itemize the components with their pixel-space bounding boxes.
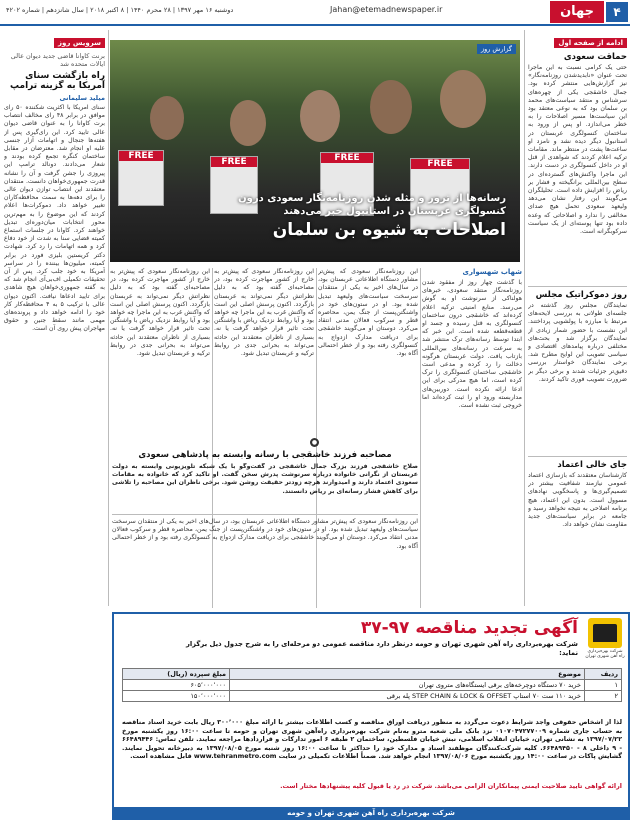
interview-lead: صلاح خاشقجی فرزند بزرگ جمال خاشقجی در گفت‌وگو با یک شبکه تلویزیونی وابسته به دولت عربستان از نگرانی خانواده درباره سرنوشت پدرش سخن گفت. او تاکید کرد که خانواده به مقامات سعودی اعتماد دارند و امیدوارند هرچه زودتر حقیقت روشن شود. برخی ناظران این مصاحبه را تلاشی برای کاهش فشار رسانه‌ای بر ریاض دانستند. [112,463,418,495]
protest-sign: FREE [320,152,374,216]
page-number: ۴ [606,2,628,22]
section-label: سرویس روز [54,38,105,48]
headline-kavanaugh: راه بازگشت سنای آمریکا به گزینه ترامپ [10,71,105,91]
col-row: ردیف [585,669,622,680]
photo-caption-headline: اصلاحات به شیوه بن سلمان [272,220,506,240]
protest-sign: FREE [118,150,164,206]
page-header [0,0,630,26]
person-figure [230,100,266,146]
logo-caption: شرکت بهره‌برداری راه آهن شهری تهران [585,649,625,659]
tender-advertisement [112,612,630,820]
article-body: با گذشت چهار روز از مفقود شدن روزنامه‌نگار منتقد سعودی، خبرهای هولناکی از سرنوشت او به گوش می‌رسد. منابع امنیتی ترکیه اعلام کرده‌اند که خاشقجی درون ساختمان کنسولگری به قتل رسیده و جسد او قطعه‌قطعه شده است. این خبر که ابتدا توسط رسانه‌های ترک منتشر شد به سرعت در رسانه‌های بین‌المللی بازتاب یافت. دولت عربستان هرگونه دخالت را رد کرده و مدعی است خاشقجی ساختمان کنسولگری را ترک کرده است، اما هیچ مدرکی برای این ادعا ارائه نکرده است. دوربین‌های مداربسته ورود او را ثبت کرده‌اند اما خروجی ثبت نشده است. [422,279,522,410]
kicker: برنت کاوانا قاضی جدید دیوان عالی ایالات متحده شد [10,52,105,68]
interview-box [112,450,418,606]
tender-table [122,668,622,702]
bullet-icon: ● [311,439,318,446]
column-divider [524,30,525,606]
headline-saudi: حماقت سعودی [563,52,627,62]
ad-intro: شرکت بهره‌برداری راه آهن شهری تهران و حومه درنظر دارد مناقصه عمومی دو مرحله‌ای را به شرح جدول ذیل برگزار نماید: [185,640,578,657]
col-deposit: مبلغ سپرده (ریال) [123,669,230,680]
metro-logo-icon [588,618,622,648]
person-figure [370,80,412,134]
left-column [4,30,105,608]
middle-column-3 [214,268,314,424]
middle-column-1 [422,268,522,608]
author: میلید سلیمانی [59,94,105,102]
col-subject: موضوع [230,669,585,680]
article-body: این روزنامه‌نگار سعودی که پیش‌تر مشاور دستگاه اطلاعاتی عربستان بود، در سال‌های اخیر به یکی از منتقدان سرسخت سیاست‌های ولیعهد تبدیل شده بود. او در ستون‌های خود در واشنگتن‌پست از جنگ یمن، محاصره قطر و سرکوب فعالان مدنی انتقاد می‌کرد. دوستان او می‌گویند خاشقجی برای دریافت مدارک ازدواج به کنسولگری رفته بود و از خطر احتمالی آگاه بود. [112,518,418,550]
headline-trust: جای خالی اعتماد [528,456,627,470]
person-figure [150,96,184,140]
section-email[interactable]: Jahan@etemadnewspaper.ir [330,5,443,14]
article-body: این روزنامه‌نگار سعودی که پیش‌تر مشاور دستگاه اطلاعاتی عربستان بود، در سال‌های اخیر به یکی از منتقدان سرسخت سیاست‌های ولیعهد تبدیل شده بود. او در ستون‌های خود در واشنگتن‌پست از جنگ یمن، محاصره قطر و سرکوب فعالان مدنی انتقاد می‌کرد. دوستان او می‌گویند خاشقجی برای دریافت مدارک ازدواج به کنسولگری رفته بود و از خطر احتمالی آگاه بود. [318,268,418,358]
interview-headline: مصاحبه فرزند خاشقجی با رسانه وابسته به پادشاهی سعودی [138,450,392,460]
photo-caption-kicker: رسانه‌ها از ترور و مثله شدن روزنامه‌نگار سعودی درون کنسولگری عربستان در استانبول خبر می‌دهند [238,193,506,217]
article-body: این روزنامه‌نگار سعودی که پیش‌تر به خارج از کشور مهاجرت کرده بود، در مصاحبه‌ای گفته بود که به دلیل نظراتش دیگر نمی‌تواند به عربستان بازگردد. اکنون پرسش اصلی این است که واکنش غرب به این ماجرا چه خواهد بود و آیا روابط نزدیک ریاض با واشنگتن تحت تاثیر قرار خواهد گرفت یا نه. بسیاری از ناظران معتقدند این حادثه می‌تواند به بحرانی جدی در روابط ترکیه و عربستان تبدیل شود. [110,268,210,358]
table-row: ۲ خرید ۱۱۰ ست ۷۰ استاپ STEP CHAIN & LOCK & OFFSET پله برقی ۱۵۰٬۰۰۰٬۰۰۰ [123,691,622,702]
photo-label: گزارش روز [477,44,516,54]
article-body: این روزنامه‌نگار سعودی که پیش‌تر به خارج از کشور مهاجرت کرده بود، در مصاحبه‌ای گفته بود که به دلیل نظراتش دیگر نمی‌تواند به عربستان بازگردد. اکنون پرسش اصلی این است که واکنش غرب به این ماجرا چه خواهد بود و آیا روابط نزدیک ریاض با واشنگتن تحت تاثیر قرار خواهد گرفت یا نه. بسیاری از ناظران معتقدند این حادثه می‌تواند به بحرانی جدی در روابط ترکیه و عربستان تبدیل شود. [214,268,314,358]
middle-column-4 [110,268,210,424]
column-divider [420,268,421,608]
table-row: ۱ خرید ۷۰ دستگاه دوچرخه‌های برقی ایستگاه‌های متروی تهران ۶۰۵٬۰۰۰٬۰۰۰ [123,680,622,691]
ad-note: ارائه گواهی تایید صلاحیت ایمنی پیمانکاران الزامی می‌باشد. شرکت در رد یا قبول کلیه پیشنهادها مختار است. [280,782,622,790]
dateline: دوشنبه ۱۶ مهر ۱۳۹۷ | ۲۸ محرم ۱۴۴۰ | ۸ اکتبر ۲۰۱۸ | سال شانزدهم | شماره ۴۲۰۲ [6,6,234,14]
protest-sign: FREE [410,158,470,230]
article-body: نمایندگان مجلس روز گذشته در جلسه‌ای طولانی به بررسی لایحه‌های مرتبط با مبارزه با پولشویی پرداختند. این نشست با حضور شمار زیادی از نمایندگان برگزار شد و بحث‌های مختلفی درباره پیامدهای اقتصادی و سیاسی تصویب این لوایح مطرح شد. برخی نمایندگان خواستار بررسی دقیق‌تر جزئیات شدند و برخی دیگر بر ضرورت تصویب فوری تاکید کردند. [528,302,627,383]
article-body: کارشناسان معتقدند که بازسازی اعتماد عمومی نیازمند شفافیت بیشتر در تصمیم‌گیری‌ها و پاسخگویی نهادهای مسوول است. بدون این اعتماد، هیچ برنامه اصلاحی به نتیجه نخواهد رسید و جامعه در برابر سیاست‌های جدید مقاومت نشان خواهد داد. [528,472,627,529]
ad-footer: شرکت بهره‌برداری راه آهن شهری تهران و حومه [114,807,628,820]
column-divider [108,30,109,606]
section-title: جهان [550,1,604,23]
article-body: حتی یک کرامی نسبت به این ماجرا تحت عنوان «نابدیدشدن روزنامه‌نگار» نیز گزارش‌هایی منتشر کرده بود. جمال خاشقجی یکی از چهره‌های سرشناس و منتقد سیاست‌های محمد بن سلمان بود که به نوعی معتقد بود این سیاست‌ها مسیر اصلاحات را به خطر می‌اندازد. او پس از ورود به ساختمان کنسولگری عربستان در استانبول دیگر دیده نشد و نامزد او ساعت‌ها پشت در منتظر ماند. مقامات ترکیه اعلام کردند که شواهدی از قتل او در داخل کنسولگری در دست دارند. این ماجرا واکنش‌های گسترده‌ای در سطح بین‌المللی برانگیخته و فشار بر ریاض را افزایش داده است. تحلیلگران می‌گویند این رفتار نشان می‌دهد ولیعهد سعودی تحمل هیچ صدای مخالفی را ندارد و اصلاحاتی که وعده داده بود تنها پوسته‌ای از یک سیاست سرکوبگرانه است. [528,64,627,236]
right-column [528,30,627,608]
person-figure [300,90,340,142]
person-figure [440,70,486,128]
ad-body: لذا از اشخاص حقوقی واجد شرایط دعوت می‌گردد به منظور دریافت اوراق مناقصه و کسب اطلاعات بیشتر با ارائه مبلغ ۳۰۰٬۰۰۰ ریال بابت خرید اسناد مناقصه به حساب جاری شماره ۰۱۰۷۰۴۷۲۷۷۰۰۹ نزد بانک ملی شعبه مترو به‌نام شرکت بهره‌برداری راه‌آهن شهری تهران و حومه تا ساعت ۱۶:۰۰ روز یکشنبه مورخ ۱۳۹۷/۰۷/۲۲ به نشانی تهران، خیابان انقلاب اسلامی، نبش خیابان فلسطین، ساختمان ۲ طبقه ۶ امور تدارکات و قراردادها مراجعه نمایند. تلفن تماس: ۶۶۴۸۹۴۴۶ - ۹ داخلی ۸ - ۶۶۴۸۹۴۵۰. کلیه شرکت‌کنندگان موظفند اسناد و مدارک خود را حداکثر تا ساعت ۱۶:۰۰ روز شنبه مورخ ۱۳۹۷/۰۸/۰۵ به دبیرخانه تحویل نمایند. گشایش پاکات در ساعت ۱۴:۰۰ روز یکشنبه مورخ ۱۳۹۷/۰۸/۰۶ انجام خواهد شد. ضمناً اطلاعات تکمیلی در سایت www.tehranmetro.com قابل مشاهده است. ارائه گواهی تایید صلاحیت ایمنی پیمانکاران الزامی می‌باشد. شرکت در رد یا قبول کلیه پیشنهادها مختار است. [122,718,622,800]
divider [112,514,418,515]
main-photo [110,40,520,262]
article-body: سنای آمریکا با اکثریت شکننده ۵۰ رای موافق در برابر ۴۸ رای مخالف انتصاب برت کاوانا را به عنوان قاضی دیوان عالی تایید کرد. این رای‌گیری پس از هفته‌ها جنجال و اتهامات آزار جنسی علیه او انجام شد. معترضان در مقابل ساختمان کنگره تجمع کرده بودند و شعار می‌دادند. دونالد ترامپ این پیروزی را جشن گرفت و آن را نشانه قدرت جمهوری‌خواهان دانست. منتقدان معتقدند این انتصاب توازن دیوان عالی را برای دهه‌ها به سمت محافظه‌کاران تغییر خواهد داد. دموکرات‌ها اعلام کردند که این موضوع را به مهم‌ترین محور انتخابات میان‌دوره‌ای تبدیل خواهند کرد. کاوانا در جلسات استماع کمیته قضایی سنا به شدت از خود دفاع کرد و همه اتهامات را رد کرد. شهادت دکتر کریستین بلیزی فورد در برابر کمیته، میلیون‌ها بیننده را در سراسر آمریکا به خود جلب کرد. پس از آن تحقیقات تکمیلی اف‌بی‌آی انجام شد که به گفته جمهوری‌خواهان هیچ شاهدی برای تایید ادعاها نیافت. اکنون دیوان عالی با ترکیب ۵ به ۴ محافظه‌کار کار خود را ادامه خواهد داد و پرونده‌های مهمی مانند سقط جنین و حقوق مهاجران پیش روی آن است. [4,104,105,333]
continued-label: ادامه از صفحه اول [554,38,627,48]
headline-parliament: روز دموکراتیک مجلس [528,286,627,300]
protest-sign: FREE [210,156,258,214]
byline: شهاب شهسواری [462,268,522,276]
ad-title: آگهی تجدید مناقصه ۹۷-۳۷ [360,618,578,638]
